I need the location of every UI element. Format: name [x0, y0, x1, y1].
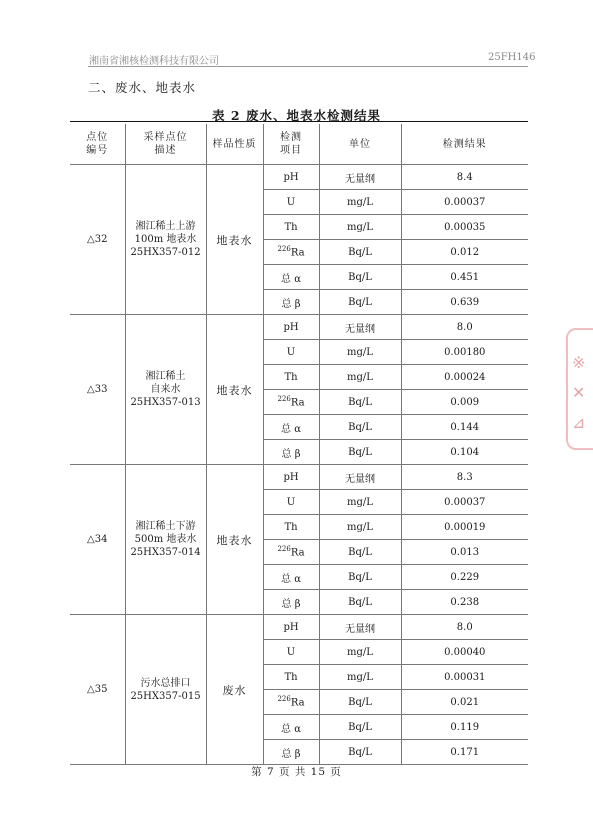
unit-cell: Bq/L: [319, 590, 401, 615]
isotope-mass-number: 226: [277, 695, 291, 704]
header-doc-number: 25FH146: [488, 52, 536, 63]
result-cell: 0.009: [401, 390, 528, 415]
result-cell: 0.639: [401, 290, 528, 315]
test-item-cell: [263, 740, 319, 765]
results-table: [70, 124, 528, 765]
test-item-label: Ra: [290, 397, 305, 409]
description-line: 污水总排口: [140, 677, 191, 689]
point-id-cell: △35: [70, 615, 125, 765]
description-line: 湘江稀土: [145, 371, 186, 382]
unit-cell: mg/L: [319, 515, 401, 540]
test-item-label: 总 β: [281, 448, 301, 460]
isotope-mass-number: 226: [277, 395, 291, 404]
test-item-cell: [263, 390, 319, 415]
test-item-cell: [263, 515, 319, 540]
unit-cell: mg/L: [319, 190, 401, 215]
col-header-item: 检测 项目: [263, 124, 319, 165]
unit-cell: Bq/L: [319, 690, 401, 715]
unit-cell: mg/L: [319, 365, 401, 390]
sample-nature-cell: 地表水: [206, 165, 263, 315]
test-item-label: Th: [284, 221, 298, 233]
description-line: 25HX357-014: [130, 547, 201, 558]
test-item-label: U: [286, 346, 296, 358]
test-item-label: pH: [283, 621, 299, 633]
result-cell: 8.4: [401, 165, 528, 190]
sample-description-cell: [125, 165, 206, 315]
result-cell: 0.238: [401, 590, 528, 615]
result-cell: 0.00019: [401, 515, 528, 540]
unit-cell: Bq/L: [319, 415, 401, 440]
test-item-cell: [263, 240, 319, 265]
test-item-label: U: [286, 496, 296, 508]
seal-stamp-text: ※ ✕ ⊿: [572, 353, 586, 432]
test-item-label: Th: [284, 371, 298, 383]
test-item-label: U: [286, 646, 296, 658]
description-line: 25HX357-013: [130, 397, 201, 408]
test-item-label: Th: [284, 671, 298, 683]
result-cell: 0.171: [401, 740, 528, 765]
result-cell: 8.3: [401, 465, 528, 490]
test-item-cell: [263, 415, 319, 440]
test-item-label: 总 α: [281, 273, 301, 285]
description-line: 500m 地表水: [134, 534, 197, 545]
test-item-label: Ra: [290, 247, 305, 259]
point-id-cell: △34: [70, 465, 125, 615]
test-item-label: U: [286, 196, 296, 208]
test-item-cell: [263, 165, 319, 190]
header-rule: [88, 66, 528, 67]
test-item-cell: [263, 640, 319, 665]
table-row: [70, 465, 528, 490]
sample-description-cell: [125, 615, 206, 765]
test-item-label: pH: [283, 321, 299, 333]
description-line: 湘江稀土上游: [135, 221, 196, 232]
table-row: [70, 615, 528, 640]
description-line: 湘江稀土下游: [135, 521, 196, 532]
test-item-cell: [263, 590, 319, 615]
result-cell: 0.021: [401, 690, 528, 715]
test-item-label: 总 α: [281, 573, 301, 585]
test-item-label: 总 α: [281, 723, 301, 735]
test-item-label: 总 β: [281, 598, 301, 610]
unit-cell: Bq/L: [319, 265, 401, 290]
result-cell: 0.00035: [401, 215, 528, 240]
test-item-cell: [263, 665, 319, 690]
table-row: [70, 315, 528, 340]
unit-cell: Bq/L: [319, 440, 401, 465]
col-header-result: 检测结果: [401, 124, 528, 165]
unit-cell: mg/L: [319, 490, 401, 515]
unit-cell: 无量纲: [319, 165, 401, 190]
unit-cell: Bq/L: [319, 290, 401, 315]
description-line: 自来水: [150, 384, 181, 395]
result-cell: 0.00040: [401, 640, 528, 665]
test-item-cell: [263, 365, 319, 390]
test-item-cell: [263, 490, 319, 515]
description-line: 25HX357-012: [130, 247, 201, 258]
test-item-cell: [263, 315, 319, 340]
result-cell: 0.104: [401, 440, 528, 465]
sample-description-cell: [125, 465, 206, 615]
unit-cell: 无量纲: [319, 315, 401, 340]
result-cell: 0.451: [401, 265, 528, 290]
test-item-label: Th: [284, 521, 298, 533]
test-item-label: Ra: [290, 697, 305, 709]
result-cell: 0.00180: [401, 340, 528, 365]
col-header-point-id: 点位 编号: [70, 124, 125, 165]
sample-description-cell: [125, 315, 206, 465]
unit-cell: mg/L: [319, 665, 401, 690]
test-item-label: 总 α: [281, 423, 301, 435]
result-cell: 0.119: [401, 715, 528, 740]
test-item-label: Ra: [290, 547, 305, 559]
result-cell: 0.013: [401, 540, 528, 565]
test-item-label: 总 β: [281, 748, 301, 760]
test-item-cell: [263, 340, 319, 365]
result-cell: 0.00037: [401, 190, 528, 215]
col-header-unit: 单位: [319, 124, 401, 165]
unit-cell: mg/L: [319, 215, 401, 240]
result-cell: 0.144: [401, 415, 528, 440]
unit-cell: Bq/L: [319, 715, 401, 740]
sample-nature-cell: 地表水: [206, 315, 263, 465]
unit-cell: mg/L: [319, 640, 401, 665]
test-item-cell: [263, 615, 319, 640]
col-header-nature: 样品性质: [206, 124, 263, 165]
result-cell: 0.229: [401, 565, 528, 590]
table-caption: 表 2 废水、地表水检测结果: [212, 108, 381, 123]
test-item-label: pH: [283, 471, 299, 483]
test-item-cell: [263, 540, 319, 565]
test-item-label: 总 β: [281, 298, 301, 310]
isotope-mass-number: 226: [277, 245, 291, 254]
description-line: 25HX357-015: [130, 690, 201, 702]
unit-cell: mg/L: [319, 340, 401, 365]
unit-cell: Bq/L: [319, 240, 401, 265]
isotope-mass-number: 226: [277, 545, 291, 554]
test-item-cell: [263, 290, 319, 315]
col-header-description: 采样点位 描述: [125, 124, 206, 165]
point-id-cell: △32: [70, 165, 125, 315]
test-item-cell: [263, 465, 319, 490]
table-header-row: [70, 124, 528, 165]
unit-cell: Bq/L: [319, 740, 401, 765]
unit-cell: Bq/L: [319, 540, 401, 565]
result-cell: 0.00037: [401, 490, 528, 515]
point-id-cell: △33: [70, 315, 125, 465]
sample-nature-cell: 废水: [206, 615, 263, 765]
table-row: [70, 165, 528, 190]
result-cell: 8.0: [401, 315, 528, 340]
test-item-cell: [263, 440, 319, 465]
test-item-cell: [263, 265, 319, 290]
result-cell: 0.00024: [401, 365, 528, 390]
unit-cell: Bq/L: [319, 565, 401, 590]
test-item-cell: [263, 565, 319, 590]
test-item-cell: [263, 215, 319, 240]
result-cell: 8.0: [401, 615, 528, 640]
page-number: 第 7 页 共 15 页: [251, 766, 342, 778]
table-top-rule: [70, 121, 528, 122]
section-title: 二、废水、地表水: [88, 80, 197, 95]
unit-cell: 无量纲: [319, 615, 401, 640]
test-item-cell: [263, 715, 319, 740]
description-line: 100m 地表水: [134, 234, 197, 245]
unit-cell: Bq/L: [319, 390, 401, 415]
test-item-cell: [263, 690, 319, 715]
sample-nature-cell: 地表水: [206, 465, 263, 615]
result-cell: 0.012: [401, 240, 528, 265]
result-cell: 0.00031: [401, 665, 528, 690]
test-item-label: pH: [283, 171, 299, 183]
header-company: 湘南省湘核检测科技有限公司: [89, 56, 219, 67]
unit-cell: 无量纲: [319, 465, 401, 490]
test-item-cell: [263, 190, 319, 215]
